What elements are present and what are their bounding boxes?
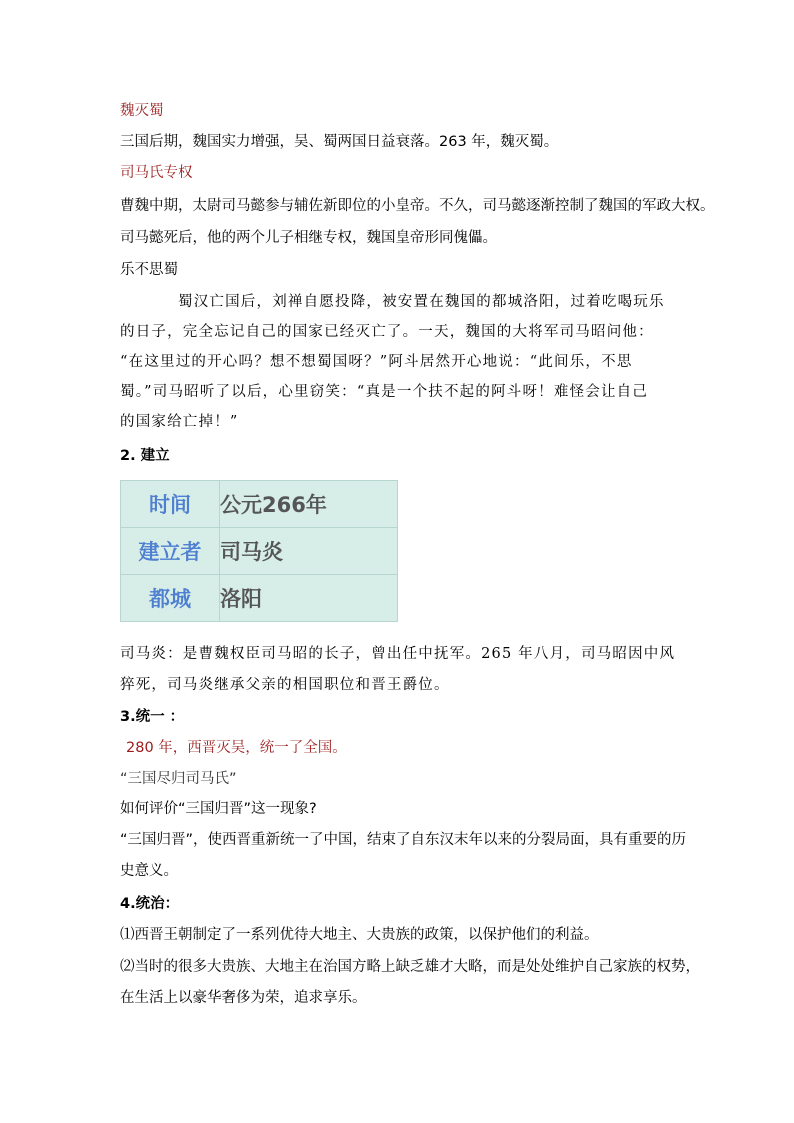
table-row <box>121 575 398 622</box>
rule-line-3: 在生活上以豪华奢侈为荣，追求享乐。 <box>120 990 367 1006</box>
table-row <box>121 481 398 528</box>
note-line-1: 司马炎：是曹魏权臣司马昭的长子，曾出任中抚军。265 年八月，司马昭因中风 <box>120 646 676 662</box>
table-label-time: 时间 <box>121 481 220 528</box>
unify-question: 如何评价“三国归晋”这一现象? <box>120 801 317 817</box>
table-value-time: 公元266年 <box>220 481 398 528</box>
establish-table <box>120 480 398 622</box>
paragraph-sima-line-2: 司马懿死后，他的两个儿子相继专权，魏国皇帝形同傀儡。 <box>120 230 497 246</box>
heading-wei-mie-shu: 魏灭蜀 <box>120 103 164 119</box>
unify-fact <box>120 737 696 759</box>
story-line-1: 蜀汉亡国后，刘禅自愿投降，被安置在魏国的都城洛阳，过着吃喝玩乐 <box>178 294 665 310</box>
table-value-capital: 洛阳 <box>220 575 398 622</box>
rule-line-2: ⑵当时的很多大贵族、大地主在治国方略上缺乏雄才大略，而是处处维护自己家族的权势， <box>120 959 700 975</box>
unify-year: 280 <box>126 740 154 756</box>
unify-answer-line-2: 史意义。 <box>120 863 178 879</box>
story-line-3: “在这里过的开心吗？想不想蜀国呀？”阿斗居然开心地说：“此间乐，不思 <box>120 354 633 370</box>
table-label-capital: 都城 <box>121 575 220 622</box>
heading-establish: 2. 建立 <box>120 448 170 464</box>
table-label-founder: 建立者 <box>121 528 220 575</box>
table-row <box>121 528 398 575</box>
story-line-5: 的国家给亡掉！” <box>120 414 239 430</box>
rule-line-1: ⑴西晋王朝制定了一系列优待大地主、大贵族的政策，以保护他们的利益。 <box>120 927 599 943</box>
story-line-2: 的日子，完全忘记自己的国家已经灭亡了。一天，魏国的大将军司马昭问他： <box>120 324 654 340</box>
heading-le-bu-si-shu: 乐不思蜀 <box>120 262 178 278</box>
unify-answer-line-1: “三国归晋”，使西晋重新统一了中国，结束了自东汉末年以来的分裂局面，具有重要的历 <box>120 832 687 848</box>
paragraph-sima-line-1: 曹魏中期，太尉司马懿参与辅佐新即位的小皇帝。不久，司马懿逐渐控制了魏国的军政大权。 <box>120 198 715 214</box>
heading-unify: 3.统一 ： <box>120 709 185 725</box>
note-line-2: 猝死，司马炎继承父亲的相国职位和晋王爵位。 <box>120 677 450 693</box>
paragraph-wei-mie-shu: 三国后期，魏国实力增强，吴、蜀两国日益衰落。263 年，魏灭蜀。 <box>120 134 559 150</box>
heading-sima-power: 司马氏专权 <box>120 165 193 181</box>
unify-quote: “三国尽归司马氏” <box>120 771 237 787</box>
heading-rule: 4.统治： <box>120 896 180 912</box>
unify-fact-text: 年，西晋灭吴，统一了全国。 <box>153 740 347 756</box>
story-line-4: 蜀。”司马昭听了以后，心里窃笑：“真是一个扶不起的阿斗呀！难怪会让自己 <box>120 384 649 400</box>
table-value-founder: 司马炎 <box>220 528 398 575</box>
